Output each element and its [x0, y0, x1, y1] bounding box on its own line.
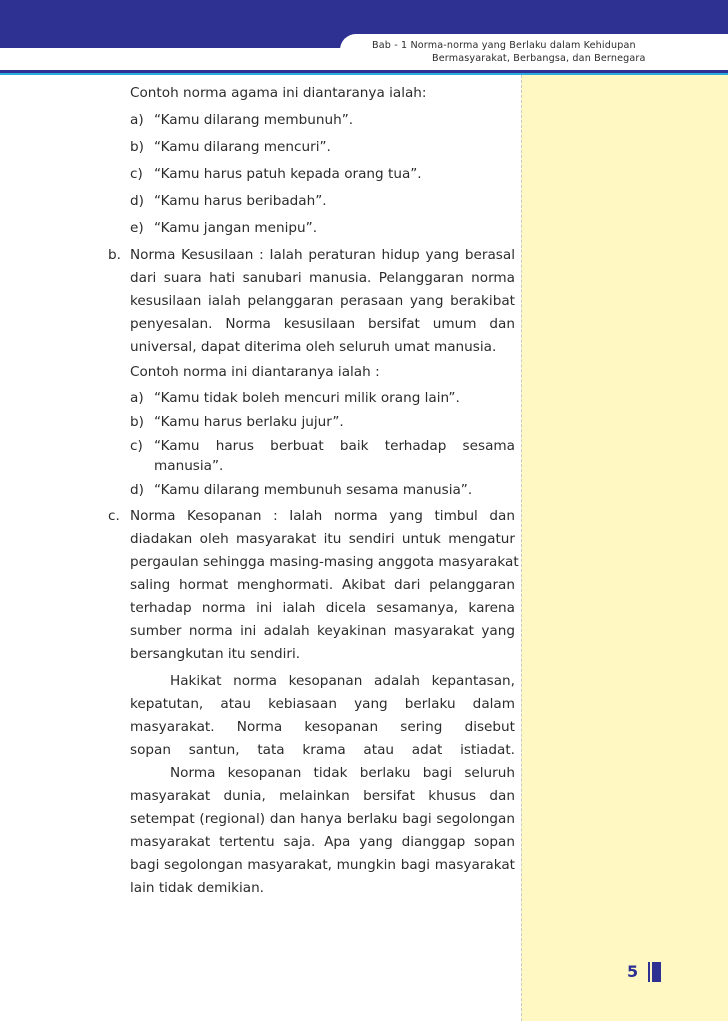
- list-marker: a): [130, 390, 144, 406]
- paragraph-line: saling hormat menghormati. Akibat dari pelanggaran: [130, 577, 515, 593]
- list-item: “Kamu dilarang membunuh”.: [154, 112, 354, 128]
- paragraph-line: Norma kesopanan tidak berlaku bagi seluruh: [170, 765, 515, 781]
- paragraph-line: setempat (regional) dan hanya berlaku bagi segolongan: [130, 811, 515, 827]
- paragraph-line: bagi segolongan masyarakat, mungkin bagi masyarakat: [130, 857, 515, 873]
- list-marker: c): [130, 166, 143, 182]
- paragraph-line: pergaulan sehingga masing-masing anggota masyarakat: [130, 554, 519, 570]
- paragraph-line: sopan santun, tata krama atau adat istiadat.: [130, 742, 515, 758]
- list-item: “Kamu dilarang membunuh sesama manusia”.: [154, 482, 473, 498]
- paragraph-line: kepatutan, atau kebiasaan yang berlaku dalam: [130, 696, 515, 712]
- paragraph-line: masyarakat. Norma kesopanan sering disebut: [130, 719, 515, 735]
- kesusilaan-intro: Contoh norma ini diantaranya ialah :: [130, 364, 380, 380]
- page-marker-block: [652, 962, 661, 982]
- list-marker: e): [130, 220, 144, 236]
- list-item: “Kamu harus berbuat baik terhadap sesama: [154, 438, 515, 454]
- paragraph-line: lain tidak demikian.: [130, 880, 265, 896]
- paragraph-line: sumber norma ini adalah keyakinan masyarakat yang: [130, 623, 515, 639]
- list-marker: d): [130, 482, 144, 498]
- paragraph-line: Norma Kesopanan : Ialah norma yang timbul dan: [130, 508, 515, 524]
- paragraph-line: kesusilaan ialah pelanggaran perasaan yang berakibat: [130, 293, 515, 309]
- list-item: “Kamu tidak boleh mencuri milik orang lain”.: [154, 390, 460, 406]
- chapter-title-line-2: Bermasyarakat, Berbangsa, dan Bernegara: [432, 53, 646, 64]
- list-marker: b): [130, 139, 144, 155]
- section-marker: c.: [108, 508, 120, 524]
- list-item: “Kamu harus berlaku jujur”.: [154, 414, 344, 430]
- paragraph-line: masyarakat tertentu saja. Apa yang dianggap sopan: [130, 834, 515, 850]
- section-marker: b.: [108, 247, 121, 263]
- page-number: 5: [627, 962, 639, 981]
- list-item: “Kamu harus patuh kepada orang tua”.: [154, 166, 422, 182]
- paragraph-line: masyarakat dunia, melainkan bersifat khusus dan: [130, 788, 515, 804]
- paragraph-line: Norma Kesusilaan : Ialah peraturan hidup yang berasal: [130, 247, 515, 263]
- list-item: “Kamu jangan menipu”.: [154, 220, 318, 236]
- agama-intro: Contoh norma agama ini diantaranya ialah:: [130, 85, 427, 101]
- paragraph-line: bersangkutan itu sendiri.: [130, 646, 301, 662]
- list-marker: a): [130, 112, 144, 128]
- list-marker: d): [130, 193, 144, 209]
- list-item: “Kamu dilarang mencuri”.: [154, 139, 331, 155]
- chapter-title-line-1: Bab - 1 Norma-norma yang Berlaku dalam Kehidupan: [372, 40, 636, 51]
- paragraph-line: penyesalan. Norma kesusilaan bersifat umum dan: [130, 316, 515, 332]
- paragraph-line: Hakikat norma kesopanan adalah kepantasan,: [170, 673, 515, 689]
- paragraph-line: universal, dapat diterima oleh seluruh umat manusia.: [130, 339, 497, 355]
- paragraph-line: dari suara hati sanubari manusia. Pelanggaran norma: [130, 270, 515, 286]
- list-marker: b): [130, 414, 144, 430]
- paragraph-line: terhadap norma ini ialah dicela sesamanya, karena: [130, 600, 515, 616]
- list-item-continuation: manusia”.: [154, 458, 224, 474]
- page-marker-bar: [648, 962, 650, 982]
- list-item: “Kamu harus beribadah”.: [154, 193, 327, 209]
- list-marker: c): [130, 438, 143, 454]
- paragraph-line: diadakan oleh masyarakat itu sendiri untuk mengatur: [130, 531, 515, 547]
